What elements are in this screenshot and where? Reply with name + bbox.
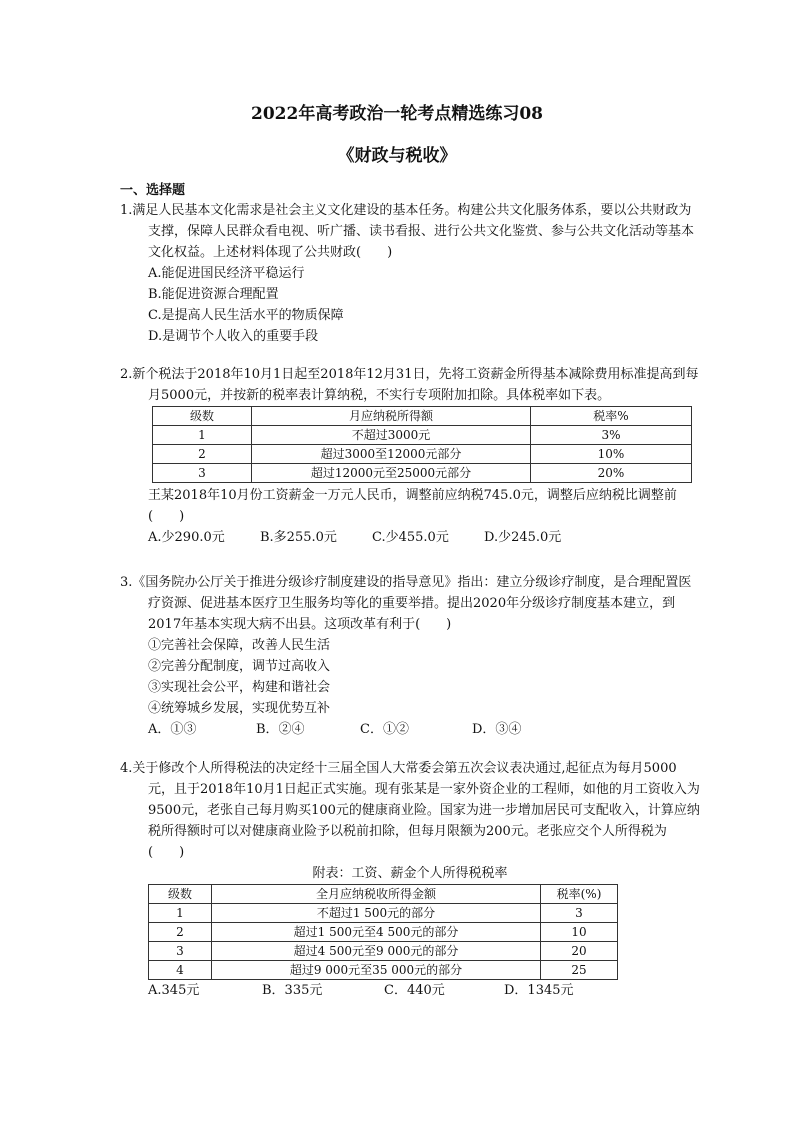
question-1-option-b: B.能促进资源合理配置	[148, 287, 279, 302]
document-subtitle: 《财政与税收》	[337, 146, 457, 166]
question-4-option-a: A.345元	[148, 983, 200, 998]
question-2-tax-table	[152, 406, 692, 483]
table-cell: 3	[149, 942, 212, 961]
table-row	[149, 923, 618, 942]
table-cell: 不超过1 500元的部分	[212, 904, 541, 923]
document-title: 2022年高考政治一轮考点精选练习08	[251, 104, 543, 124]
question-3-item-2: ②完善分配制度，调节过高收入	[148, 659, 331, 674]
table-header: 全月应纳税收所得金额	[212, 885, 541, 904]
question-3-item-3: ③实现社会公平，构建和谐社会	[148, 680, 331, 695]
question-3-item-4: ④统筹城乡发展，实现优势互补	[148, 701, 331, 716]
question-2-option-b: B.多255.0元	[260, 530, 337, 545]
table-header: 税率(%)	[541, 885, 618, 904]
table-cell: 4	[149, 961, 212, 980]
question-1	[120, 200, 700, 347]
question-4	[120, 758, 700, 1001]
question-3-option-a: A．①③	[148, 722, 197, 737]
table-row	[149, 904, 618, 923]
table-row	[153, 445, 692, 464]
question-4-option-d: D．1345元	[504, 983, 574, 998]
table-cell: 3	[541, 904, 618, 923]
table-row	[153, 464, 692, 483]
table-header-row	[153, 407, 692, 426]
table-cell: 1	[149, 904, 212, 923]
table-row	[149, 961, 618, 980]
question-3-option-c: C．①②	[360, 722, 409, 737]
table-cell: 超过1 500元至4 500元的部分	[212, 923, 541, 942]
table-header: 级数	[149, 885, 212, 904]
section-heading: 一、选择题	[120, 183, 186, 198]
question-1-option-a: A.能促进国民经济平稳运行	[148, 266, 305, 281]
question-1-option-d: D.是调节个人收入的重要手段	[148, 329, 319, 344]
table-header-row	[149, 885, 618, 904]
question-2-option-d: D.少245.0元	[484, 530, 562, 545]
table-cell: 20	[541, 942, 618, 961]
table-cell: 超过12000元至25000元部分	[252, 464, 531, 483]
table-cell: 1	[153, 426, 252, 445]
question-3-stem: 3.《国务院办公厅关于推进分级诊疗制度建设的指导意见》指出：建立分级诊疗制度，是合理配置医疗资源、促进基本医疗卫生服务均等化的重要举措。提出2020年分级诊疗制度基本建立，到2017年基本实现大病不出县。这项改革有利于( )	[120, 575, 692, 632]
question-2-option-a: A.少290.0元	[148, 530, 225, 545]
table-cell: 20%	[531, 464, 692, 483]
question-2-stem: 2.新个税法于2018年10月1日起至2018年12月31日，先将工资薪金所得基本减除费用标准提高到每月5000元，并按新的税率表计算纳税，不实行专项附加扣除。具体税率如下表。	[120, 367, 699, 403]
table-header: 级数	[153, 407, 252, 426]
table-cell: 2	[153, 445, 252, 464]
table-cell: 10%	[531, 445, 692, 464]
question-2-options	[120, 527, 700, 548]
table-header: 税率%	[531, 407, 692, 426]
question-4-table-caption: 附表：工资、薪金个人所得税税率	[312, 866, 508, 881]
question-1-stem: 1.满足人民基本文化需求是社会主义文化建设的基本任务。构建公共文化服务体系，要以公共财政为支撑，保障人民群众看电视、听广播、读书看报、进行公共文化鉴赏、参与公共文化活动等基本文化权益。上述材料体现了公共财政( )	[120, 203, 695, 260]
question-2	[120, 364, 700, 548]
question-4-tax-table	[148, 884, 618, 980]
table-row	[153, 426, 692, 445]
table-cell: 超过3000至12000元部分	[252, 445, 531, 464]
table-header: 月应纳税所得额	[252, 407, 531, 426]
question-3-option-d: D．③④	[472, 722, 522, 737]
table-cell: 3%	[531, 426, 692, 445]
table-cell: 超过9 000元至35 000元的部分	[212, 961, 541, 980]
question-2-followup: 王某2018年10月份工资薪金一万元人民币，调整前应纳税745.0元，调整后应纳税比调整前( )	[148, 488, 677, 524]
question-4-stem: 4.关于修改个人所得税法的决定经十三届全国人大常委会第五次会议表决通过,起征点为每月5000元，且于2018年10月1日起正式实施。现有张某是一家外资企业的工程师，如他的月工资收入为9500元，老张自己每月购买100元的健康商业险。国家为进一步增加居民可支配收入，计算应纳税所得额时可以对健康商业险予以税前扣除，但每月限额为200元。老张应交个人所得税为( )	[120, 761, 700, 860]
question-3-option-b: B．②④	[256, 722, 305, 737]
question-1-option-c: C.是提高人民生活水平的物质保障	[148, 308, 344, 323]
table-cell: 25	[541, 961, 618, 980]
question-3	[120, 572, 700, 740]
table-cell: 超过4 500元至9 000元的部分	[212, 942, 541, 961]
question-4-option-b: B．335元	[262, 983, 323, 998]
question-3-item-1: ①完善社会保障，改善人民生活	[148, 638, 331, 653]
question-2-option-c: C.少455.0元	[372, 530, 449, 545]
table-cell: 3	[153, 464, 252, 483]
table-cell: 10	[541, 923, 618, 942]
question-4-option-c: C．440元	[384, 983, 445, 998]
question-3-options	[120, 719, 700, 740]
table-row	[149, 942, 618, 961]
table-cell: 不超过3000元	[252, 426, 531, 445]
table-cell: 2	[149, 923, 212, 942]
question-4-options	[120, 980, 700, 1001]
